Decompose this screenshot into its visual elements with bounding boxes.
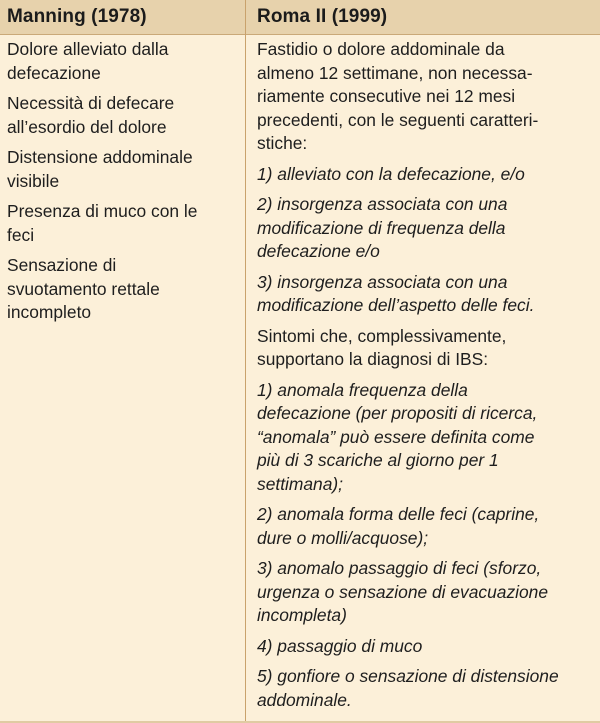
- criterion-line: 1) alleviato con la defecazione, e/o: [257, 163, 525, 184]
- rome-criterion: [257, 271, 597, 318]
- criterion-line: almeno 12 settimane, non necessa-: [257, 62, 533, 83]
- rome-criterion: [257, 557, 597, 628]
- rome-criterion: [257, 635, 597, 659]
- criterion-line: 4) passaggio di muco: [257, 635, 423, 656]
- criterion-line: riamente consecutive nei 12 mesi: [257, 86, 516, 106]
- criterion-line: modificazione dell’aspetto delle feci.: [257, 295, 535, 315]
- criterion-line: Presenza di muco con le: [7, 201, 198, 221]
- criterion-line: più di 3 scariche al giorno per 1: [257, 450, 499, 470]
- rome-criterion: [257, 503, 597, 550]
- manning-criterion: [7, 38, 239, 85]
- criterion-line: Sintomi che, complessivamente,: [257, 325, 507, 346]
- criterion-line: addominale.: [257, 689, 352, 710]
- criterion-line: incompleta): [257, 605, 347, 625]
- criterion-line: stiche:: [257, 133, 308, 153]
- criterion-line: precedenti, con le seguenti caratteri-: [257, 109, 539, 130]
- criterion-line: 3) anomalo passaggio di feci (sforzo,: [257, 558, 542, 578]
- criterion-line: defecazione (per propositi di ricerca,: [257, 403, 538, 423]
- manning-column: [7, 38, 239, 332]
- criterion-line: svuotamento rettale: [7, 278, 160, 299]
- criterion-line: 5) gonfiore o sensazione di distensione: [257, 666, 559, 686]
- rome-criterion: [257, 38, 597, 156]
- criterion-line: 2) anomala forma delle feci (caprine,: [257, 504, 540, 524]
- rome-ii-column: [257, 38, 597, 719]
- rome-criterion: [257, 163, 597, 187]
- criterion-line: all’esordio del dolore: [7, 116, 167, 137]
- rome-criterion: [257, 193, 597, 264]
- criterion-line: “anomala” può essere definita come: [257, 426, 535, 447]
- criterion-line: Sensazione di: [7, 255, 117, 275]
- manning-criterion: [7, 92, 239, 139]
- criterion-line: supportano la diagnosi di IBS:: [257, 349, 489, 369]
- criterion-line: feci: [7, 224, 35, 245]
- criterion-line: Dolore alleviato dalla: [7, 39, 169, 59]
- rome-criterion: [257, 665, 597, 712]
- criterion-line: Distensione addominale: [7, 147, 193, 167]
- manning-criterion: [7, 254, 239, 325]
- criterion-line: Necessità di defecare: [7, 93, 175, 113]
- criterion-line: 1) anomala frequenza della: [257, 379, 468, 400]
- manning-criterion: [7, 200, 239, 247]
- criterion-line: urgenza o sensazione di evacuazione: [257, 581, 549, 602]
- criterion-line: 2) insorgenza associata con una: [257, 194, 508, 214]
- header-manning: Manning (1978): [7, 6, 147, 27]
- criterion-line: settimana);: [257, 473, 344, 494]
- criterion-line: Fastidio o dolore addominale da: [257, 39, 505, 59]
- criterion-line: defecazione e/o: [257, 241, 380, 261]
- criterion-line: modificazione di frequenza della: [257, 217, 506, 238]
- column-divider: [245, 0, 246, 723]
- criterion-line: visibile: [7, 170, 60, 191]
- rome-criterion: [257, 325, 597, 372]
- criterion-line: 3) insorgenza associata con una: [257, 271, 508, 292]
- table-header: [0, 0, 600, 35]
- criterion-line: dure o molli/acquose);: [257, 527, 429, 548]
- rome-criterion: [257, 379, 597, 497]
- criterion-line: defecazione: [7, 62, 101, 83]
- criterion-line: incompleto: [7, 302, 92, 322]
- header-rome-ii: Roma II (1999): [257, 6, 388, 27]
- manning-criterion: [7, 146, 239, 193]
